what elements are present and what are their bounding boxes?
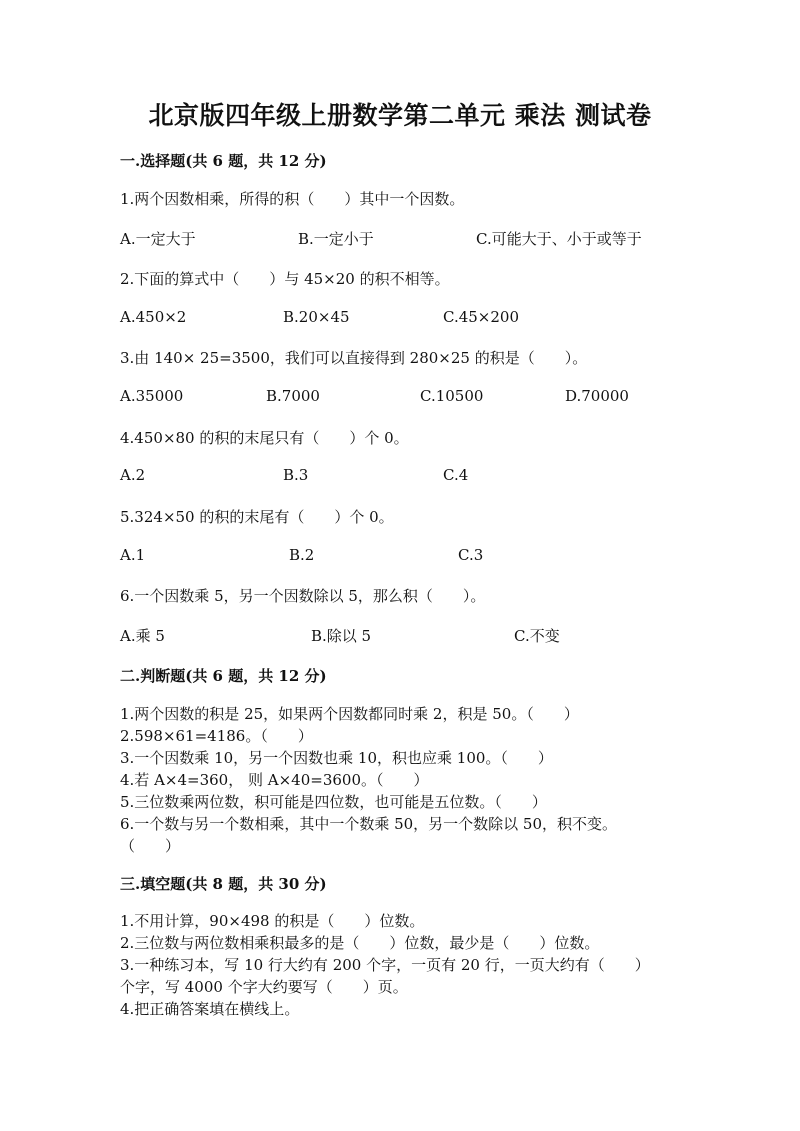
section-heading-choice: 一.选择题(共 6 题，共 12 分) — [120, 152, 327, 170]
choice-question-4: 4.450×80 的积的末尾只有（ ）个 0。 — [120, 429, 409, 447]
choice-1-option-c: C.可能大于、小于或等于 — [476, 230, 642, 248]
section-heading-judge: 二.判断题(共 6 题，共 12 分) — [120, 667, 327, 685]
choice-question-2: 2.下面的算式中（ ）与 45×20 的积不相等。 — [120, 270, 450, 288]
choice-2-option-a: A.450×2 — [120, 308, 187, 326]
choice-question-6: 6.一个因数乘 5，另一个因数除以 5，那么积（ ）。 — [120, 587, 486, 605]
choice-3-option-a: A.35000 — [120, 387, 184, 405]
fill-item-4: 4.把正确答案填在横线上。 — [120, 1000, 300, 1018]
choice-question-5: 5.324×50 的积的末尾有（ ）个 0。 — [120, 508, 394, 526]
judge-item-5: 5.三位数乘两位数，积可能是四位数，也可能是五位数。（ ） — [120, 793, 547, 811]
judge-item-3: 3.一个因数乘 10，另一个因数也乘 10，积也应乘 100。（ ） — [120, 749, 553, 767]
choice-2-option-c: C.45×200 — [443, 308, 519, 326]
choice-1-option-a: A.一定大于 — [120, 230, 196, 248]
choice-5-option-b: B.2 — [289, 546, 315, 564]
judge-item-6-answer-blank: （ ） — [120, 837, 181, 855]
judge-item-4: 4.若 A×4=360， 则 A×40=3600。（ ） — [120, 771, 429, 789]
page-title: 北京版四年级上册数学第二单元 乘法 测试卷 — [148, 101, 652, 130]
choice-2-option-b: B.20×45 — [283, 308, 350, 326]
judge-item-1: 1.两个因数的积是 25，如果两个因数都同时乘 2，积是 50。（ ） — [120, 705, 579, 723]
judge-item-2: 2.598×61=4186。（ ） — [120, 727, 313, 745]
choice-1-option-b: B.一定小于 — [298, 230, 374, 248]
fill-item-3-continued: 个字，写 4000 个字大约要写（ ）页。 — [120, 978, 408, 996]
choice-5-option-a: A.1 — [120, 546, 146, 564]
choice-3-option-d: D.70000 — [565, 387, 629, 405]
choice-6-option-c: C.不变 — [514, 627, 560, 645]
choice-4-option-a: A.2 — [120, 466, 146, 484]
fill-item-1: 1.不用计算，90×498 的积是（ ）位数。 — [120, 912, 425, 930]
choice-4-option-b: B.3 — [283, 466, 309, 484]
choice-question-1: 1.两个因数相乘，所得的积（ ）其中一个因数。 — [120, 190, 465, 208]
choice-4-option-c: C.4 — [443, 466, 469, 484]
judge-item-6: 6.一个数与另一个数相乘，其中一个数乘 50，另一个数除以 50，积不变。 — [120, 815, 618, 833]
choice-6-option-a: A.乘 5 — [120, 627, 165, 645]
section-heading-fill: 三.填空题(共 8 题，共 30 分) — [120, 875, 327, 893]
fill-item-2: 2.三位数与两位数相乘积最多的是（ ）位数，最少是（ ）位数。 — [120, 934, 600, 952]
choice-question-3: 3.由 140× 25=3500，我们可以直接得到 280×25 的积是（ ）。 — [120, 349, 588, 367]
choice-3-option-c: C.10500 — [420, 387, 484, 405]
choice-6-option-b: B.除以 5 — [311, 627, 372, 645]
fill-item-3: 3.一种练习本，写 10 行大约有 200 个字，一页有 20 行，一页大约有（ ） — [120, 956, 650, 974]
choice-5-option-c: C.3 — [458, 546, 484, 564]
choice-3-option-b: B.7000 — [266, 387, 320, 405]
